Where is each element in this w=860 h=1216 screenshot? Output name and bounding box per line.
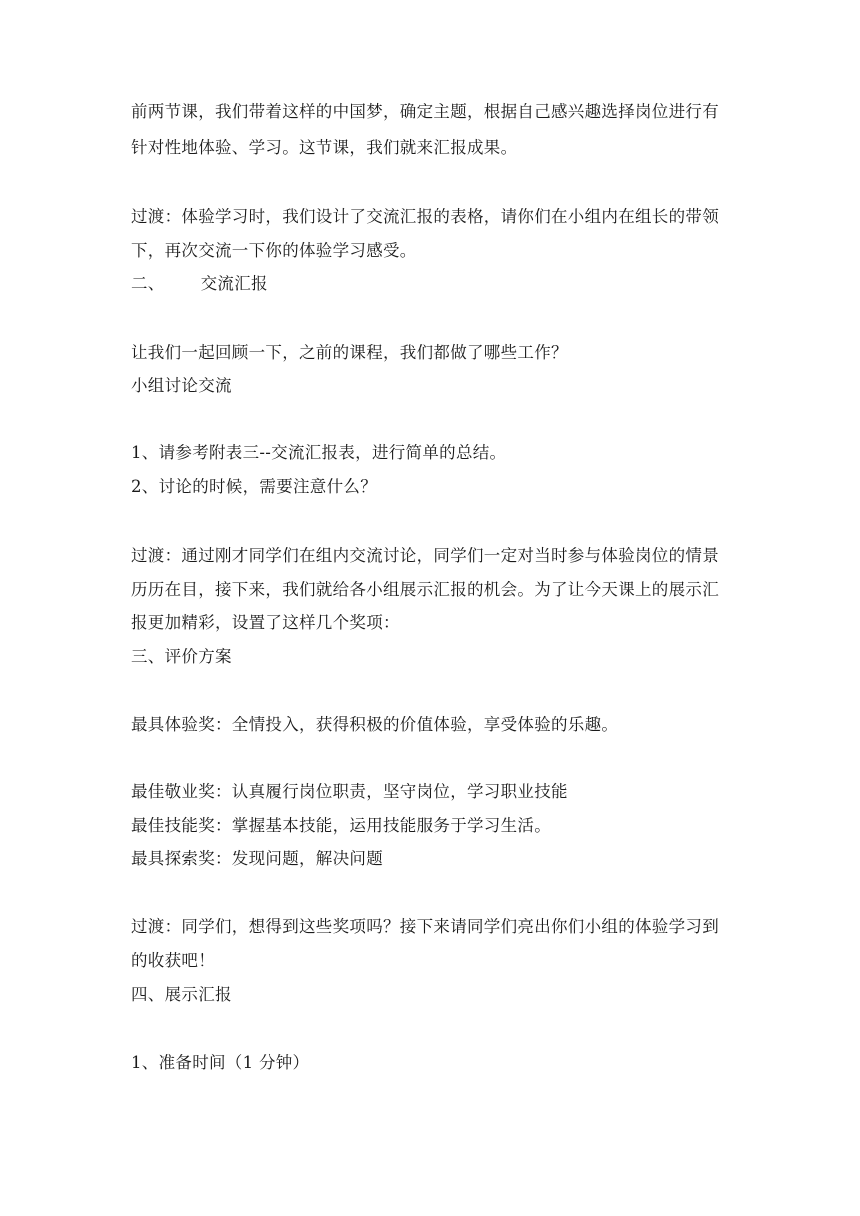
presentation-step-1: 1、准备时间（1 分钟） [131, 1053, 310, 1072]
section-heading-4: 四、展示汇报 [131, 985, 232, 1004]
transition-3-line-1: 过渡：同学们，想得到这些奖项吗？接下来请同学们亮出你们小组的体验学习到 [131, 917, 719, 936]
award-dedication: 最佳敬业奖：认真履行岗位职责，坚守岗位，学习职业技能 [131, 782, 568, 801]
paragraph-intro-line-1: 前两节课，我们带着这样的中国梦，确定主题，根据自己感兴趣选择岗位进行有 [131, 102, 719, 121]
award-exploration: 最具探索奖：发现问题，解决问题 [131, 849, 383, 868]
discussion-item-2: 2、讨论的时候，需要注意什么？ [131, 477, 377, 496]
section-heading-2-title: 交流汇报 [200, 274, 268, 293]
section-heading-3: 三、评价方案 [131, 647, 232, 666]
award-experience: 最具体验奖：全情投入，获得积极的价值体验，享受体验的乐趣。 [131, 715, 619, 734]
review-question: 让我们一起回顾一下，之前的课程，我们都做了哪些工作？ [131, 343, 568, 362]
section-heading-2 [131, 273, 268, 295]
transition-1-line-2: 下，再次交流一下你的体验学习感受。 [131, 241, 417, 260]
award-skill: 最佳技能奖：掌握基本技能，运用技能服务于学习生活。 [131, 816, 551, 835]
section-heading-2-number: 二、 [131, 274, 165, 293]
transition-2-line-3: 报更加精彩，设置了这样几个奖项： [131, 613, 400, 632]
group-discussion-label: 小组讨论交流 [131, 376, 232, 395]
transition-1-line-1: 过渡：体验学习时，我们设计了交流汇报的表格，请你们在小组内在组长的带领 [131, 207, 719, 226]
paragraph-intro-line-2: 针对性地体验、学习。这节课，我们就来汇报成果。 [131, 138, 518, 157]
discussion-item-1: 1、请参考附表三--交流汇报表，进行简单的总结。 [131, 443, 507, 462]
transition-2-line-2: 历历在目，接下来，我们就给各小组展示汇报的机会。为了让今天课上的展示汇 [131, 580, 719, 599]
transition-2-line-1: 过渡：通过刚才同学们在组内交流讨论，同学们一定对当时参与体验岗位的情景 [131, 546, 719, 565]
transition-3-line-2: 的收获吧！ [131, 951, 215, 970]
